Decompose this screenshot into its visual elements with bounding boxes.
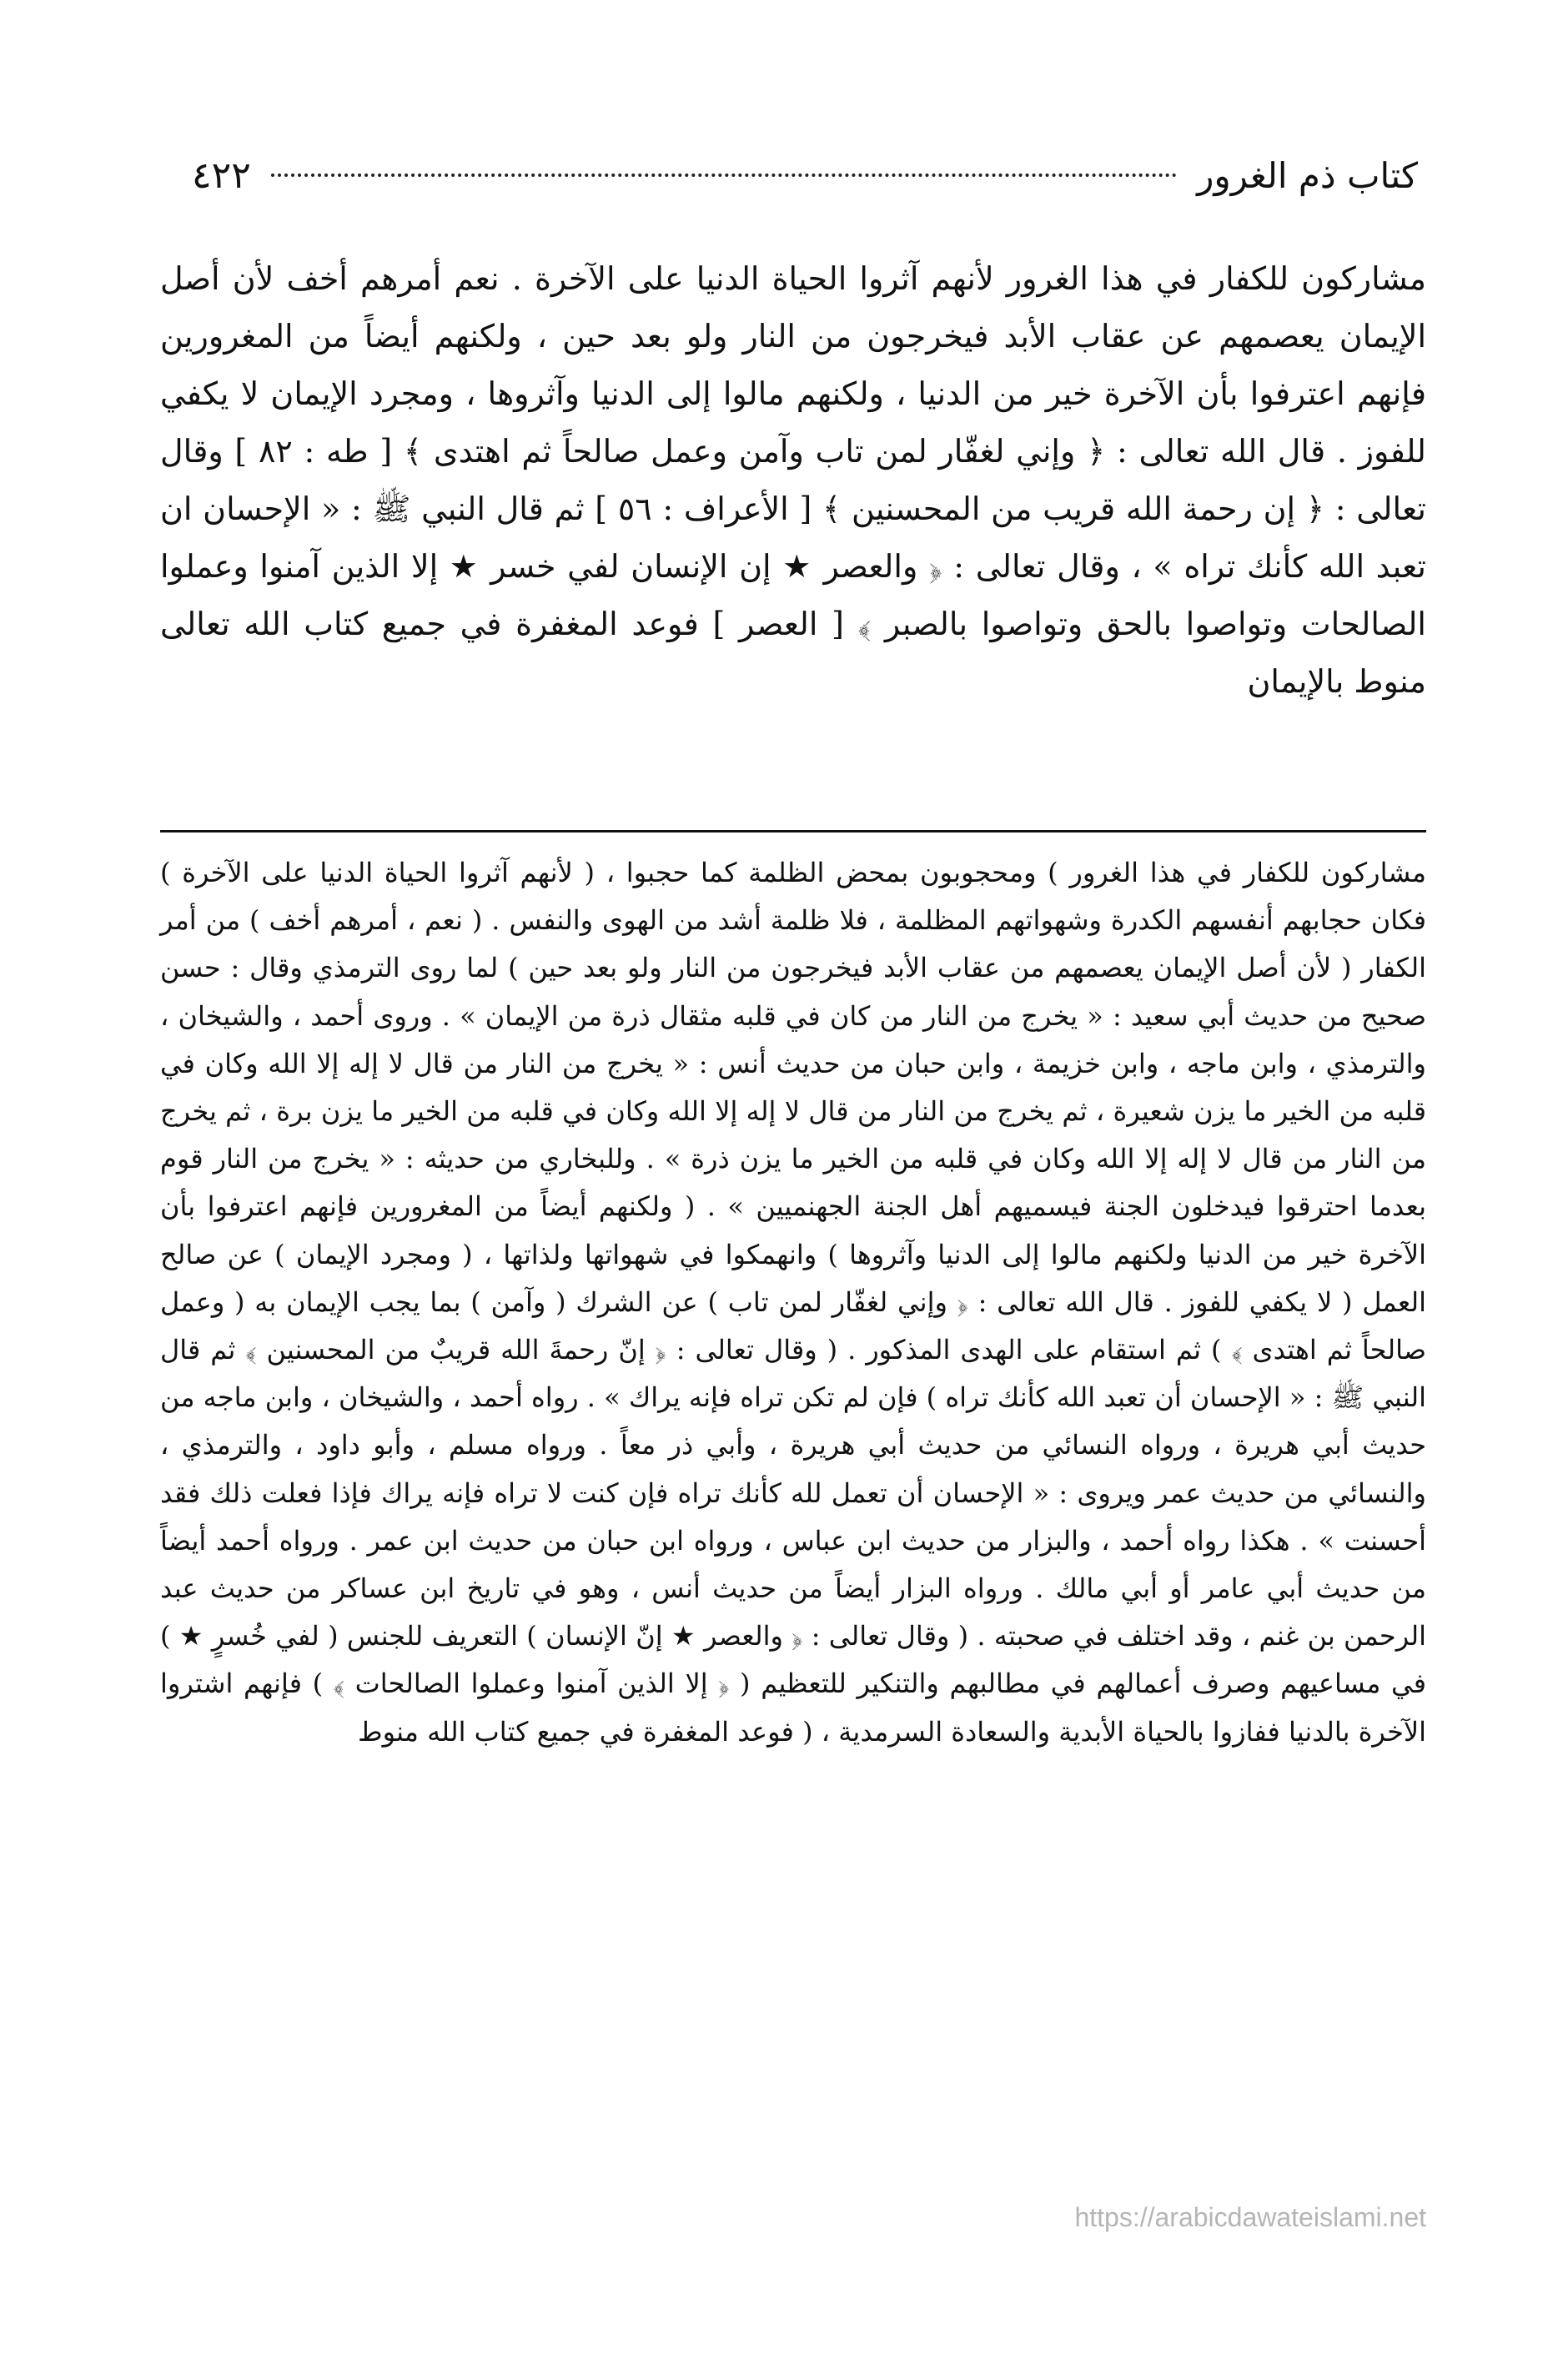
source-watermark: https://arabicdawateislami.net [1074, 2202, 1426, 2232]
page-number: ٤٢٢ [192, 153, 251, 197]
commentary-text [160, 849, 1426, 1756]
commentary-paragraph: مشاركون للكفار في هذا الغرور ) ومحجوبون بمحض الظلمة كما حجبوا ، ( لأنهم آثروا الحياة الدنيا على الآخرة ) فكان حجابهم أنفسهم الكدرة وشهواتهم المظلمة ، فلا ظلمة أشد من الهوى والنفس . ( نعم ، أمرهم أخف ) من أمر الكفار ( لأن أصل الإيمان يعصمهم من عقاب الأبد فيخرجون من النار ولو بعد حين ) لما روى الترمذي وقال : حسن صحيح من حديث أبي سعيد : « يخرج من النار من كان في قلبه مثقال ذرة من الإيمان » . وروى أحمد ، والشيخان ، والترمذي ، وابن ماجه ، وابن خزيمة ، وابن حبان من حديث أنس : « يخرج من النار من قال لا إله إلا الله وكان في قلبه من الخير ما يزن شعيرة ، ثم يخرج من النار من قال لا إله إلا الله وكان في قلبه من الخير ما يزن برة ، ثم يخرج من النار من قال لا إله إلا الله وكان في قلبه من الخير ما يزن ذرة » . وللبخاري من حديثه : « يخرج من النار قوم بعدما احترقوا فيدخلون الجنة فيسميهم أهل الجنة الجهنميين » . ( ولكنهم أيضاً من المغرورين فإنهم اعترفوا بأن الآخرة خير من الدنيا ولكنهم مالوا إلى الدنيا وآثروها ) وانهمكوا في شهواتها ولذاتها ، ( ومجرد الإيمان ) عن صالح العمل ( لا يكفي للفوز . قال الله تعالى : ﴿ وإني لغفّار لمن تاب ) عن الشرك ( وآمن ) بما يجب الإيمان به ( وعمل صالحاً ثم اهتدى ﴾ ) ثم استقام على الهدى المذكور . ( وقال تعالى : ﴿ إنّ رحمةَ الله قريبٌ من المحسنين ﴾ ثم قال النبي ﷺ : « الإحسان أن تعبد الله كأنك تراه ) فإن لم تكن تراه فإنه يراك » . رواه أحمد ، والشيخان ، وابن ماجه من حديث أبي هريرة ، ورواه النسائي من حديث أبي هريرة ، وأبي ذر معاً . ورواه مسلم ، وأبو داود ، والترمذي ، والنسائي من حديث عمر ويروى : « الإحسان أن تعمل لله كأنك تراه فإن كنت لا تراه فإنه يراك فإذا فعلت ذلك فقد أحسنت » . هكذا رواه أحمد ، والبزار من حديث ابن عباس ، ورواه ابن حبان من حديث ابن عمر . ورواه أحمد أيضاً من حديث أبي عامر أو أبي مالك . ورواه البزار أيضاً من حديث أنس ، وهو في تاريخ ابن عساكر من حديث عبد الرحمن بن غنم ، وقد اختلف في صحبته . ( وقال تعالى : ﴿ والعصر ★ إنّ الإنسان ) التعريف للجنس ( لفي خُسرٍ ★ ) في مساعيهم وصرف أعمالهم في مطالبهم والتنكير للتعظيم ( ﴿ إلا الذين آمنوا وعملوا الصالحات ﴾ ) فإنهم اشتروا الآخرة بالدنيا ففازوا بالحياة الأبدية والسعادة السرمدية ، ( فوعد المغفرة في جميع كتاب الله منوط [160, 857, 1427, 1748]
footnote-divider [160, 830, 1426, 832]
chapter-title: كتاب ذم الغرور [1197, 154, 1418, 196]
running-header [192, 142, 1418, 209]
header-dot-leader [271, 174, 1177, 177]
main-text-paragraph: مشاركون للكفار في هذا الغرور لأنهم آثروا الحياة الدنيا على الآخرة . نعم أمرهم أخف لأن أصل الإيمان يعصمهم عن عقاب الأبد فيخرجون من النار ولو بعد حين ، ولكنهم أيضاً من المغرورين فإنهم اعترفوا بأن الآخرة خير من الدنيا ، ولكنهم مالوا إلى الدنيا وآثروها ، ومجرد الإيمان لا يكفي للفوز . قال الله تعالى : ﴿ وإني لغفّار لمن تاب وآمن وعمل صالحاً ثم اهتدى ﴾ [ طه : ٨٢ ] وقال تعالى : ﴿ إن رحمة الله قريب من المحسنين ﴾ [ الأعراف : ٥٦ ] ثم قال النبي ﷺ : « الإحسان ان تعبد الله كأنك تراه » ، وقال تعالى : ﴿ والعصر ★ إن الإنسان لفي خسر ★ إلا الذين آمنوا وعملوا الصالحات وتواصوا بالحق وتواصوا بالصبر ﴾ [ العصر ] فوعد المغفرة في جميع كتاب الله تعالى منوط بالإيمان [160, 260, 1427, 700]
main-text [160, 250, 1426, 711]
